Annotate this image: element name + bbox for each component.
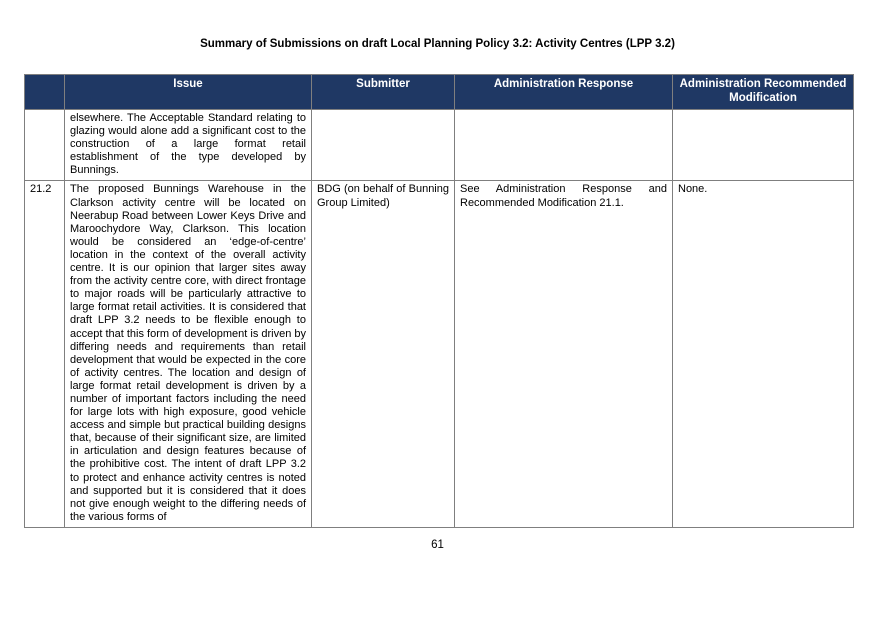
- row-submitter: BDG (on behalf of Bunning Group Limited): [312, 181, 455, 527]
- submissions-table: [24, 74, 854, 528]
- row-response: See Administration Response and Recommended Modification 21.1.: [455, 181, 673, 527]
- row-number: [25, 110, 65, 181]
- row-response: [455, 110, 673, 181]
- document-title: Summary of Submissions on draft Local Planning Policy 3.2: Activity Centres (LPP 3.2): [200, 38, 675, 50]
- header-issue: Issue: [65, 75, 312, 110]
- row-number: 21.2: [25, 181, 65, 527]
- page-number: 61: [431, 539, 444, 551]
- header-modification: Administration Recommended Modification: [673, 75, 854, 110]
- header-response: Administration Response: [455, 75, 673, 110]
- row-modification: None.: [673, 181, 854, 527]
- table-row: [25, 181, 854, 527]
- row-modification: [673, 110, 854, 181]
- table-header-row: [25, 75, 854, 110]
- row-issue: elsewhere. The Acceptable Standard relating to glazing would alone add a significant cost to the construction of a large format retail establishment of the type developed by Bunnings.: [65, 110, 312, 181]
- row-issue: The proposed Bunnings Warehouse in the Clarkson activity centre will be located on Neerabup Road between Lower Keys Drive and Maroochydore Way, Clarkson. This location would be considered an ‘edge-of-centre’ location in the context of the overall activity centre. It is our opinion that larger sites away from the activity centre core, with direct frontage to major roads will be particularly attractive to large format retail activities. It is considered that draft LPP 3.2 needs to be flexible enough to accept that this form of development is driven by differing needs and requirements than retail development that would be expected in the core of activity centres. The location and design of large format retail development is driven by a number of important factors including the need for large lots with high exposure, good vehicle access and simple but practical building designs that, because of their significant size, are limited in articulation and design features because of the prohibitive cost. The intent of draft LPP 3.2 to protect and enhance activity centres is noted and supported but it is considered that it does not give enough weight to the differing needs of the various forms of: [65, 181, 312, 527]
- table-row: [25, 110, 854, 181]
- header-submitter: Submitter: [312, 75, 455, 110]
- header-number: [25, 75, 65, 110]
- row-submitter: [312, 110, 455, 181]
